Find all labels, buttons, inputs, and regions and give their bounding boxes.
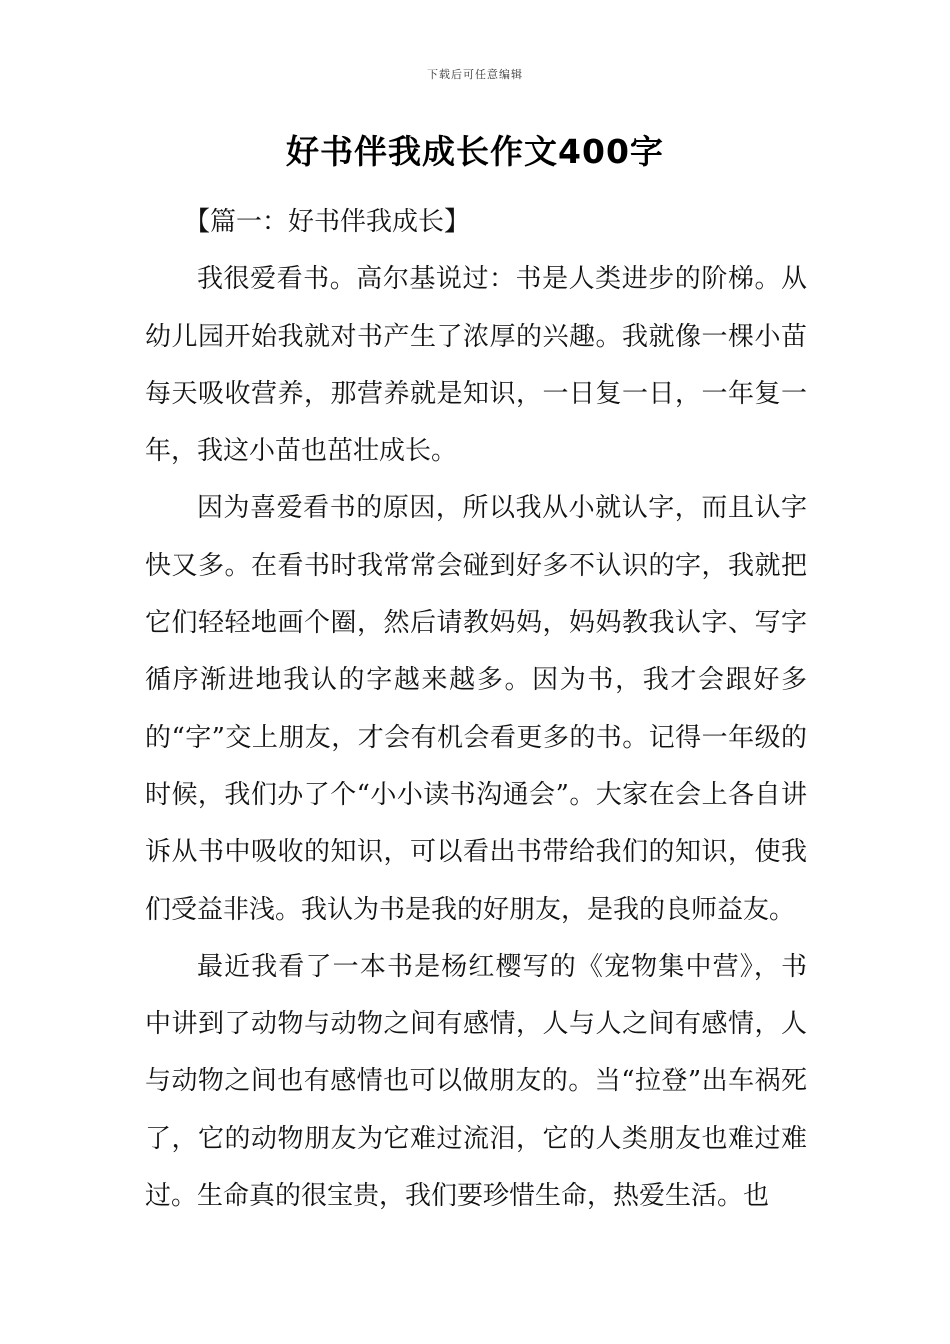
page-title: 好书伴我成长作文400字	[286, 132, 664, 171]
document-body	[145, 194, 807, 1225]
paragraph-3: 最近我看了一本书是杨红樱写的《宠物集中营》，书中讲到了动物与动物之间有感情，人与人之间有感情，人与动物之间也有感情也可以做朋友的。当“拉登”出车祸死了，它的动物朋友为它难过流泪，它的人类朋友也难过难过。生命真的很宝贵，我们要珍惜生命，热爱生活。也	[145, 951, 807, 1212]
header-note: 下载后可任意编辑	[427, 68, 523, 81]
paragraph-2: 因为喜爱看书的原因，所以我从小就认字，而且认字快又多。在看书时我常常会碰到好多不认识的字，我就把它们轻轻地画个圈，然后请教妈妈，妈妈教我认字、写字循序渐进地我认的字越来越多。因为书，我才会跟好多的“字”交上朋友，才会有机会看更多的书。记得一年级的时候，我们办了个“小小读书沟通会”。大家在会上各自讲诉从书中吸收的知识，可以看出书带给我们的知识，使我们受益非浅。我认为书是我的好朋友，是我的良师益友。	[145, 493, 807, 925]
paragraph-1: 我很爱看书。高尔基说过：书是人类进步的阶梯。从幼儿园开始我就对书产生了浓厚的兴趣。我就像一棵小苗每天吸收营养，那营养就是知识，一日复一日，一年复一年，我这小苗也茁壮成长。	[145, 264, 807, 467]
section-heading: 【篇一：好书伴我成长】	[184, 207, 471, 237]
